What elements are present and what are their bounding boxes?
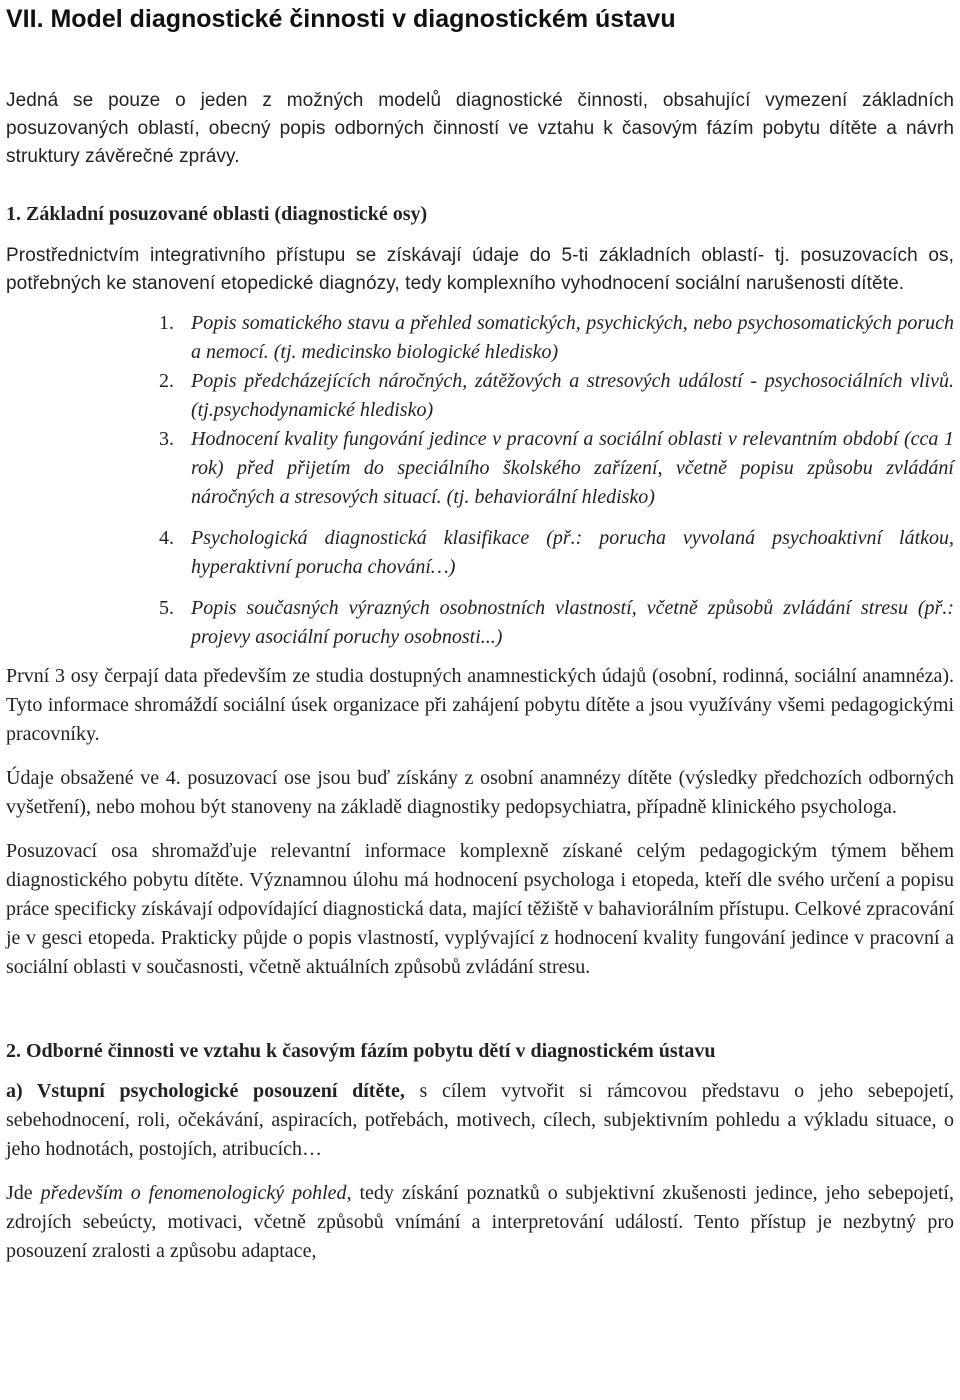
section2-p1-start: Jde <box>6 1182 41 1204</box>
section2-phenomenology-paragraph <box>6 1179 954 1266</box>
intro-paragraph: Jedná se pouze o jeden z možných modelů diagnostické činnosti, obsahující vymezení základních posuzovaných oblastí, obecný popis odborných činností ve vztahu k časovým fázím pobytu dítěte a návrh struktury závěrečné zprávy. <box>6 90 954 167</box>
section1-heading: 1. Základní posuzované oblasti (diagnostické osy) <box>6 203 428 225</box>
section2-p1-italic: především o fenomenologický pohled <box>40 1182 347 1204</box>
list-item-number: 3. <box>159 428 174 450</box>
list-item-number: 4. <box>159 527 174 549</box>
list-item <box>6 594 954 652</box>
section2-p1-rest: , tedy získání poznatků o subjektivní zkušenosti jedince, jeho sebepojetí, zdrojích sebeúcty, motivaci, včetně způsobů vnímání a interpretování událostí. Tento přístup je nezbytný pro posouzení zralosti a způsobu adaptace, <box>6 1182 954 1262</box>
section2-heading: 2. Odborné činnosti ve vztahu k časovým fázím pobytu dětí v diagnostickém ústavu <box>6 1040 716 1062</box>
paragraph-first-axes: První 3 osy čerpají data především ze studia dostupných anamnestických údajů (osobní, rodinná, sociální anamnéza). Tyto informace shromáždí sociální úsek organizace při zahájení pobytu dítěte a jsou využívány všemi pedagogickými pracovníky. <box>6 665 954 745</box>
list-item-number: 1. <box>159 312 174 334</box>
list-item-text: Popis současných výrazných osobnostních vlastností, včetně způsobů zvládání stresu (př.: projevy asociální poruchy osobnosti...) <box>191 597 954 648</box>
list-item-text: Popis předcházejících náročných, zátěžových a stresových událostí - psychosociálních vlivů. (tj.psychodynamické hledisko) <box>191 370 954 421</box>
section2-a-text: s cílem vytvořit si rámcovou představu o jeho sebepojetí, sebehodnocení, roli, očekávání, aspiracích, potřebách, motivech, cílech, subjektivním pohledu a výkladu situace, o jeho hodnotách, postojích, atribucích… <box>6 1080 954 1160</box>
paragraph-fourth-axis: Údaje obsažené ve 4. posuzovací ose jsou buď získány z osobní anamnézy dítěte (výsledky předchozích odborných vyšetření), nebo mohou být stanoveny na základě diagnostiky pedopsychiatra, případně klinického psychologa. <box>6 767 954 818</box>
document-page <box>0 4 960 1400</box>
list-item-number: 2. <box>159 370 174 392</box>
list-item-text: Hodnocení kvality fungování jedince v pracovní a sociální oblasti v relevantním období (cca 1 rok) před přijetím do speciálního školského zařízení, včetně popisu způsobu zvládání náročných a stresových situací. (tj. behaviorální hledisko) <box>191 428 954 508</box>
list-item-text: Popis somatického stavu a přehled somatických, psychických, nebo psychosomatických poruch a nemocí. (tj. medicinsko biologické hledisko) <box>191 312 954 363</box>
list-item <box>6 367 954 425</box>
section1-body: Prostřednictvím integrativního přístupu se získávají údaje do 5-ti základních oblastí- tj. posuzovacích os, potřebných ke stanovení etopedické diagnózy, tedy komplexního vyhodnocení sociální narušenosti dítěte. <box>6 245 954 294</box>
section2-a-paragraph <box>6 1077 954 1164</box>
list-item <box>6 309 954 367</box>
list-item-number: 5. <box>159 597 174 619</box>
list-item-text: Psychologická diagnostická klasifikace (př.: porucha vyvolaná psychoaktivní látkou, hyperaktivní porucha chování…) <box>191 527 954 578</box>
page-title: VII. Model diagnostické činnosti v diagnostickém ústavu <box>6 5 676 33</box>
axes-list <box>6 309 954 652</box>
list-item <box>6 425 954 512</box>
paragraph-fifth-axis: Posuzovací osa shromažďuje relevantní informace komplexně získané celým pedagogickým týmem během diagnostického pobytu dítěte. Významnou úlohu má hodnocení psychologa i etopeda, kteří dle svého určení a popisu práce specificky získávají odpovídající diagnostická data, mající těžiště v bahaviorálním přístupu. Celkové zpracování je v gesci etopeda. Prakticky půjde o popis vlastností, vyplývající z hodnocení kvality fungování jedince v pracovní a sociální oblasti v současnosti, včetně aktuálních způsobů zvládání stresu. <box>6 840 954 978</box>
list-item <box>6 524 954 582</box>
section2-a-label: a) Vstupní psychologické posouzení dítěte, <box>6 1080 405 1102</box>
